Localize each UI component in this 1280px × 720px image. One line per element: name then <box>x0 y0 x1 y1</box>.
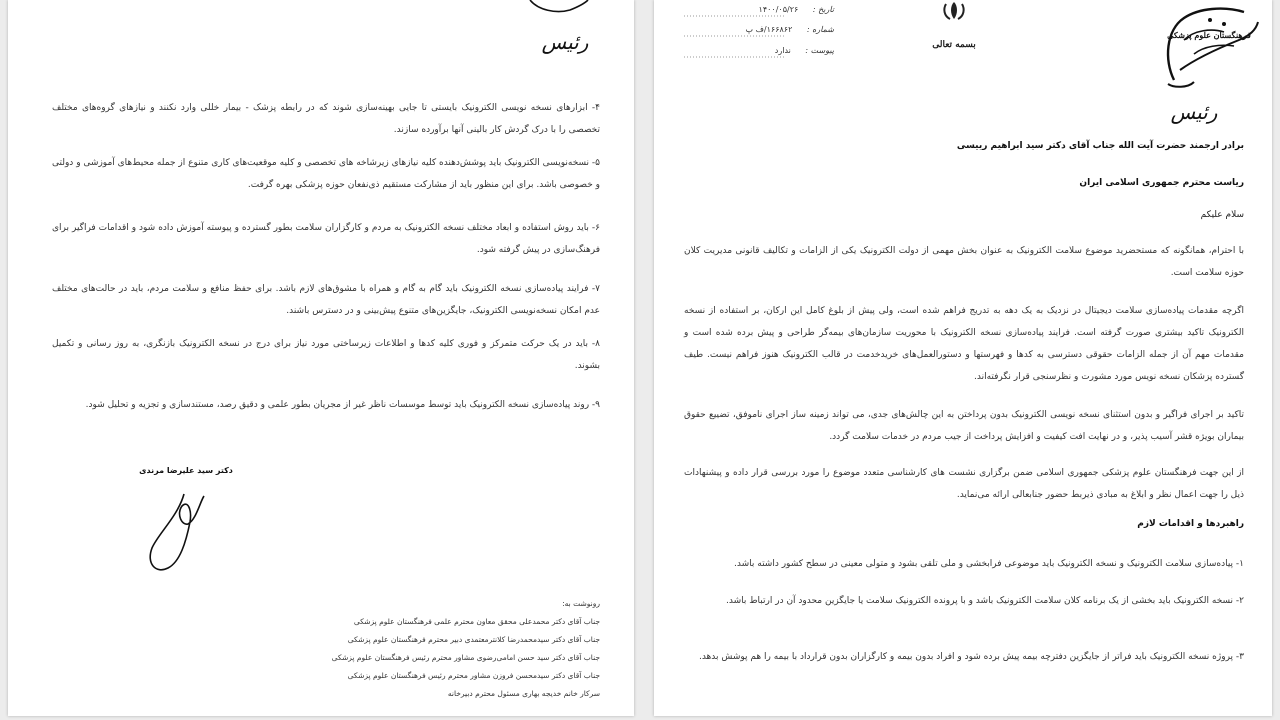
body-paragraph: اگرچه مقدمات پیاده‌سازی سلامت دیجیتال در نزدیک به یک دهه به تدریج فراهم شده است، ولی پیش از بلوغ کامل این ارکان، بر استفاده از نسخه الکترونیک تاکید بیشتری صورت گرفته است. فرایند پیاده‌سازی نسخه الکترونیک با محوریت سازمان‌های بیمه‌گر طراحی و پیش برده شده است و مقدمات مهم آن از جمله الزامات حقوقی دسترسی به کدها و فهرستها و دستورالعمل‌های خریدخدمت در قالب الکترونیک هنوز فراهم نیست. طیف گسترده پزشکان نسخه نویس مورد مشورت و نظرسنجی قرار نگرفته‌اند. <box>684 306 1244 382</box>
recommendation-item: ۲- نسخه الکترونیک باید بخشی از یک برنامه کلان سلامت الکترونیک باشد و با پرونده الکترونیک سلامت یا جایگزین محدود آن در ارتباط باشد. <box>726 596 1244 606</box>
signature-top-stroke <box>8 0 634 20</box>
addressee-title: ریاست محترم جمهوری اسلامی ایران <box>1079 178 1244 188</box>
letter-page-1 <box>654 0 1272 716</box>
paragraph-9: ۹- روند پیاده‌سازی نسخه الکترونیک باید توسط موسسات ناظر غیر از مجریان بطور علمی و دقیق رصد، مستندسازی و تجزیه و تحلیل شود. <box>85 400 600 410</box>
body-paragraph: با احترام، همانگونه که مستحضرید موضوع سلامت الکترونیک به عنوان بخش مهمی از دولت الکترونیک یکی از الزامات و تکالیف قانونی مدیریت کلان حوزه سلامت است. <box>684 246 1244 278</box>
basmala: بسمه تعالی <box>932 40 976 50</box>
paragraph-6: ۶- باید روش استفاده و ابعاد مختلف نسخه الکترونیک به مردم و کارگزاران سلامت بطور گسترده و پیوسته آموزش داده شود و اقدامات فراگیر برای فرهنگ‌سازی در پیش گرفته شود. <box>52 223 600 255</box>
academy-seal-text: فرهنگستان علوم پزشکی <box>1167 30 1251 40</box>
academy-logo-icon <box>1154 0 1264 90</box>
cc-item: سرکار خانم خدیجه بهاری مسئول محترم دبیرخانه <box>447 689 600 698</box>
date-label: تاریخ : <box>812 5 834 14</box>
cc-item: جناب آقای دکتر محمدعلی محقق معاون محترم علمی فرهنگستان علوم پزشکی <box>353 617 600 626</box>
cc-item: جناب آقای دکتر سیدمحسن فروزن مشاور محترم رئیس فرهنگستان علوم پزشکی <box>347 671 600 680</box>
recommendation-item: ۳- پروژه نسخه الکترونیک باید فراتر از جایگزین دفترچه بیمه پیش برده شود و افراد بدون بیمه و کارگزاران بدون قرارداد با بیمه را هم پوشش بدهد. <box>698 652 1244 662</box>
signature-drawing <box>138 486 238 586</box>
iran-emblem-icon <box>939 0 969 22</box>
paragraph-8: ۸- باید در یک حرکت متمرکز و فوری کلیه کدها و اطلاعات زیرساختی مورد نیاز برای درج در نسخه الکترونیک بازنگری، به روز رسانی و تکمیل بشوند. <box>52 339 600 371</box>
cc-item: جناب آقای دکتر سید حسن امامی‌رضوی مشاور محترم رئیس فرهنگستان علوم پزشکی <box>331 653 600 662</box>
attachment-label: پیوست : <box>805 46 834 55</box>
section-title: راهبردها و اقدامات لازم <box>1137 519 1244 529</box>
cc-item: جناب آقای دکتر سیدمحمدرضا کلانترمعتمدی دبیر محترم فرهنگستان علوم پزشکی <box>347 635 600 644</box>
page-header-title: رئیس <box>541 30 589 54</box>
body-paragraph: تاکید بر اجرای فراگیر و بدون استثنای نسخه نویسی الکترونیک بدون پرداختن به این چالش‌های جدی، می تواند زمینه ساز اجرای ناموفق، تضییع حقوق بیماران بویژه قشر آسیب پذیر، و در نهایت افت کیفیت و افزایش پرداخت از جیب مردم در خدمات سلامت گردد. <box>684 410 1244 442</box>
letter-page-2 <box>8 0 634 716</box>
signer-name: دکتر سید علیرضا مرندی <box>139 466 233 475</box>
date-value: ۱۴۰۰/۰۵/۲۶ <box>758 5 799 14</box>
number-value: ۱۶۶۸۶۲/ف پ <box>745 25 793 34</box>
paragraph-7: ۷- فرایند پیاده‌سازی نسخه الکترونیک باید گام به گام و همراه با مشوق‌های لازم باشد. برای حفظ منافع و سلامت مردم، باید در حالت‌های مختلف عدم امکان نسخه‌نویسی الکترونیک، جایگزین‌های متنوع پیش‌بینی و در دسترس باشند. <box>52 284 600 316</box>
attachment-value: ندارد <box>774 46 791 55</box>
paragraph-5: ۵- نسخه‌نویسی الکترونیک باید پوشش‌دهنده کلیه نیازهای زیرشاخه های تخصصی و کلیه موقعیت‌های کاری متنوع از جمله محیط‌های آموزشی و دولتی و خصوصی باشد. برای این منظور باید از مشارکت مستقیم ذی‌نفعان حوزه پزشکی بهره گرفت. <box>52 158 600 190</box>
number-label: شماره : <box>806 25 834 34</box>
page-header-title: رئیس <box>1170 100 1218 124</box>
body-paragraph: از این جهت فرهنگستان علوم پزشکی جمهوری اسلامی ضمن برگزاری نشست های کارشناسی متعدد موضوع را مورد بررسی قرار داده و پیشنهادات ذیل را جهت اعمال نظر و ابلاغ به مبادی ذیربط حضور جنابعالی ارائه می‌نماید. <box>684 468 1244 500</box>
greeting: سلام علیکم <box>1200 210 1244 220</box>
cc-title: رونوشت به: <box>562 599 600 608</box>
header-dotted-lines <box>684 0 844 60</box>
addressee-line: برادر ارجمند حضرت آیت الله جناب آقای دکتر سید ابراهیم رییسی <box>956 141 1244 151</box>
recommendation-item: ۱- پیاده‌سازی سلامت الکترونیک و نسخه الکترونیک باید موضوعی فرابخشی و ملی تلقی بشود و متولی معینی در سطح کشور داشته باشد. <box>734 559 1244 569</box>
paragraph-4: ۴- ابزارهای نسخه نویسی الکترونیک بایستی تا جایی بهینه‌سازی شوند که در رابطه پزشک - بیمار خللی وارد نکنند و نیازهای گروه‌های مختلف تخصصی را با درک گردش کار بالینی آنها برآورده سازند. <box>52 103 600 135</box>
